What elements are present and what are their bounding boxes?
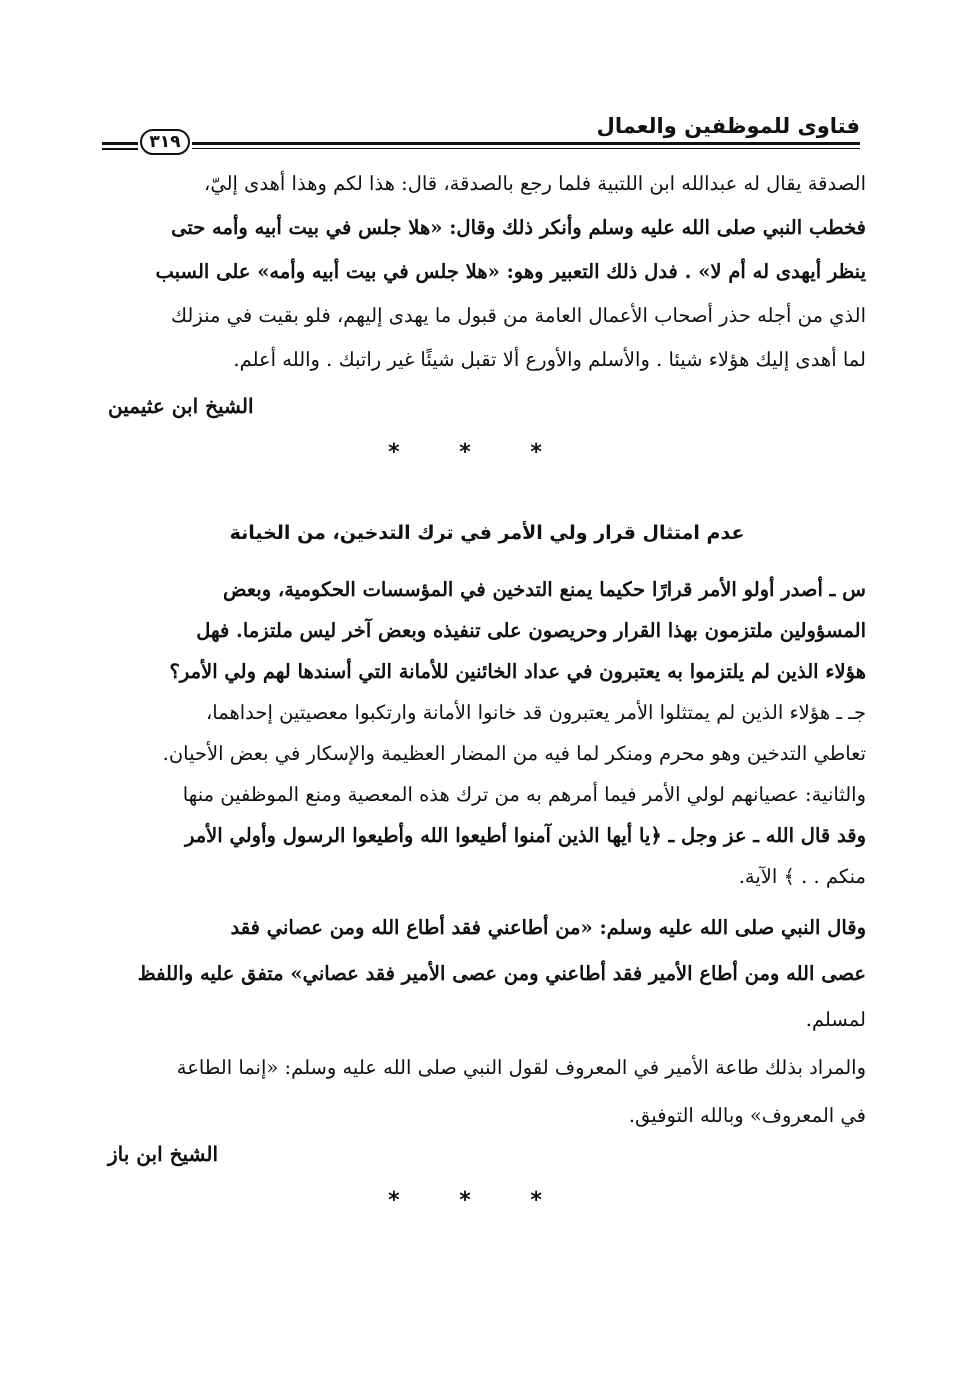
answer-line: عصى الله ومن أطاع الأمير فقد أطاعني ومن عصى الأمير فقد عصاني» متفق عليه واللفظ bbox=[137, 962, 866, 985]
answer-line: والمراد بذلك طاعة الأمير في المعروف لقول النبي صلى الله عليه وسلم: «إنما الطاعة bbox=[176, 1056, 866, 1079]
text-line: ينظر أيهدى له أم لا» . فدل ذلك التعبير وهو: «هلا جلس في بيت أبيه وأمه» على السبب bbox=[155, 260, 866, 283]
answer-line: وقال النبي صلى الله عليه وسلم: «من أطاعني فقد أطاع الله ومن عصاني فقد bbox=[230, 916, 866, 939]
signature-ibn-uthaymeen: الشيخ ابن عثيمين bbox=[108, 394, 254, 418]
header-rule-left bbox=[102, 142, 138, 145]
question-line: المسؤولين ملتزمون بهذا القرار وحريصون على تنفيذه وبعض آخر ليس ملتزما. فهل bbox=[196, 619, 866, 642]
header-rule bbox=[192, 142, 860, 145]
page-number: ٣١٩ bbox=[140, 129, 190, 155]
signature-ibn-baz: الشيخ ابن باز bbox=[108, 1142, 219, 1166]
answer-line: جـ ـ هؤلاء الذين لم يمتثلوا الأمر يعتبرون قد خانوا الأمانة وارتكبوا معصيتين إحداهما، bbox=[205, 701, 866, 724]
answer-line: في المعروف» وبالله التوفيق. bbox=[628, 1104, 866, 1127]
fatwa-question-answer bbox=[108, 578, 866, 1148]
answer-line: تعاطي التدخين وهو محرم ومنكر لما فيه من المضار العظيمة والإسكار في بعض الأحيان. bbox=[162, 742, 866, 765]
section-title: عدم امتثال قرار ولي الأمر في ترك التدخين، من الخيانة bbox=[229, 522, 745, 544]
answer-line: والثانية: عصيانهم لولي الأمر فيما أمرهم به من ترك هذه المعصية ومنع الموظفين منها bbox=[182, 783, 866, 806]
fatwa-continuation bbox=[108, 172, 866, 412]
page-header bbox=[100, 112, 860, 152]
text-line: لما أهدى إليك هؤلاء شيئا . والأسلم والأورع ألا تقبل شيئًا غير راتبك . والله أعلم. bbox=[233, 348, 866, 371]
question-line: س ـ أصدر أولو الأمر قرارًا حكيما يمنع التدخين في المؤسسات الحكومية، وبعض bbox=[222, 578, 866, 601]
text-line: الذي من أجله حذر أصحاب الأعمال العامة من قبول ما يهدى إليهم، فلو بقيت في منزلك bbox=[171, 304, 866, 327]
question-line: هؤلاء الذين لم يلتزموا به يعتبرون في عداد الخائنين للأمانة التي أسندها لهم ولي الأمر؟ bbox=[169, 660, 866, 683]
header-rule-thin bbox=[192, 148, 860, 149]
running-title: فتاوى للموظفين والعمال bbox=[596, 114, 860, 138]
answer-line: لمسلم. bbox=[805, 1008, 866, 1031]
text-line: الصدقة يقال له عبدالله ابن اللتبية فلما رجع بالصدقة، قال: هذا لكم وهذا أهدى إليّ، bbox=[204, 172, 866, 195]
answer-line: منكم . . ﴾ الآية. bbox=[738, 865, 866, 888]
text-line: فخطب النبي صلى الله عليه وسلم وأنكر ذلك وقال: «هلا جلس في بيت أبيه وأمه حتى bbox=[171, 216, 866, 239]
section-separator: * * * bbox=[388, 440, 568, 465]
answer-line: وقد قال الله ـ عز وجل ـ ﴿يا أيها الذين آمنوا أطيعوا الله وأطيعوا الرسول وأولي الأمر bbox=[184, 824, 866, 847]
section-separator-end: * * * bbox=[388, 1188, 568, 1213]
header-rule-left-thin bbox=[102, 148, 138, 150]
